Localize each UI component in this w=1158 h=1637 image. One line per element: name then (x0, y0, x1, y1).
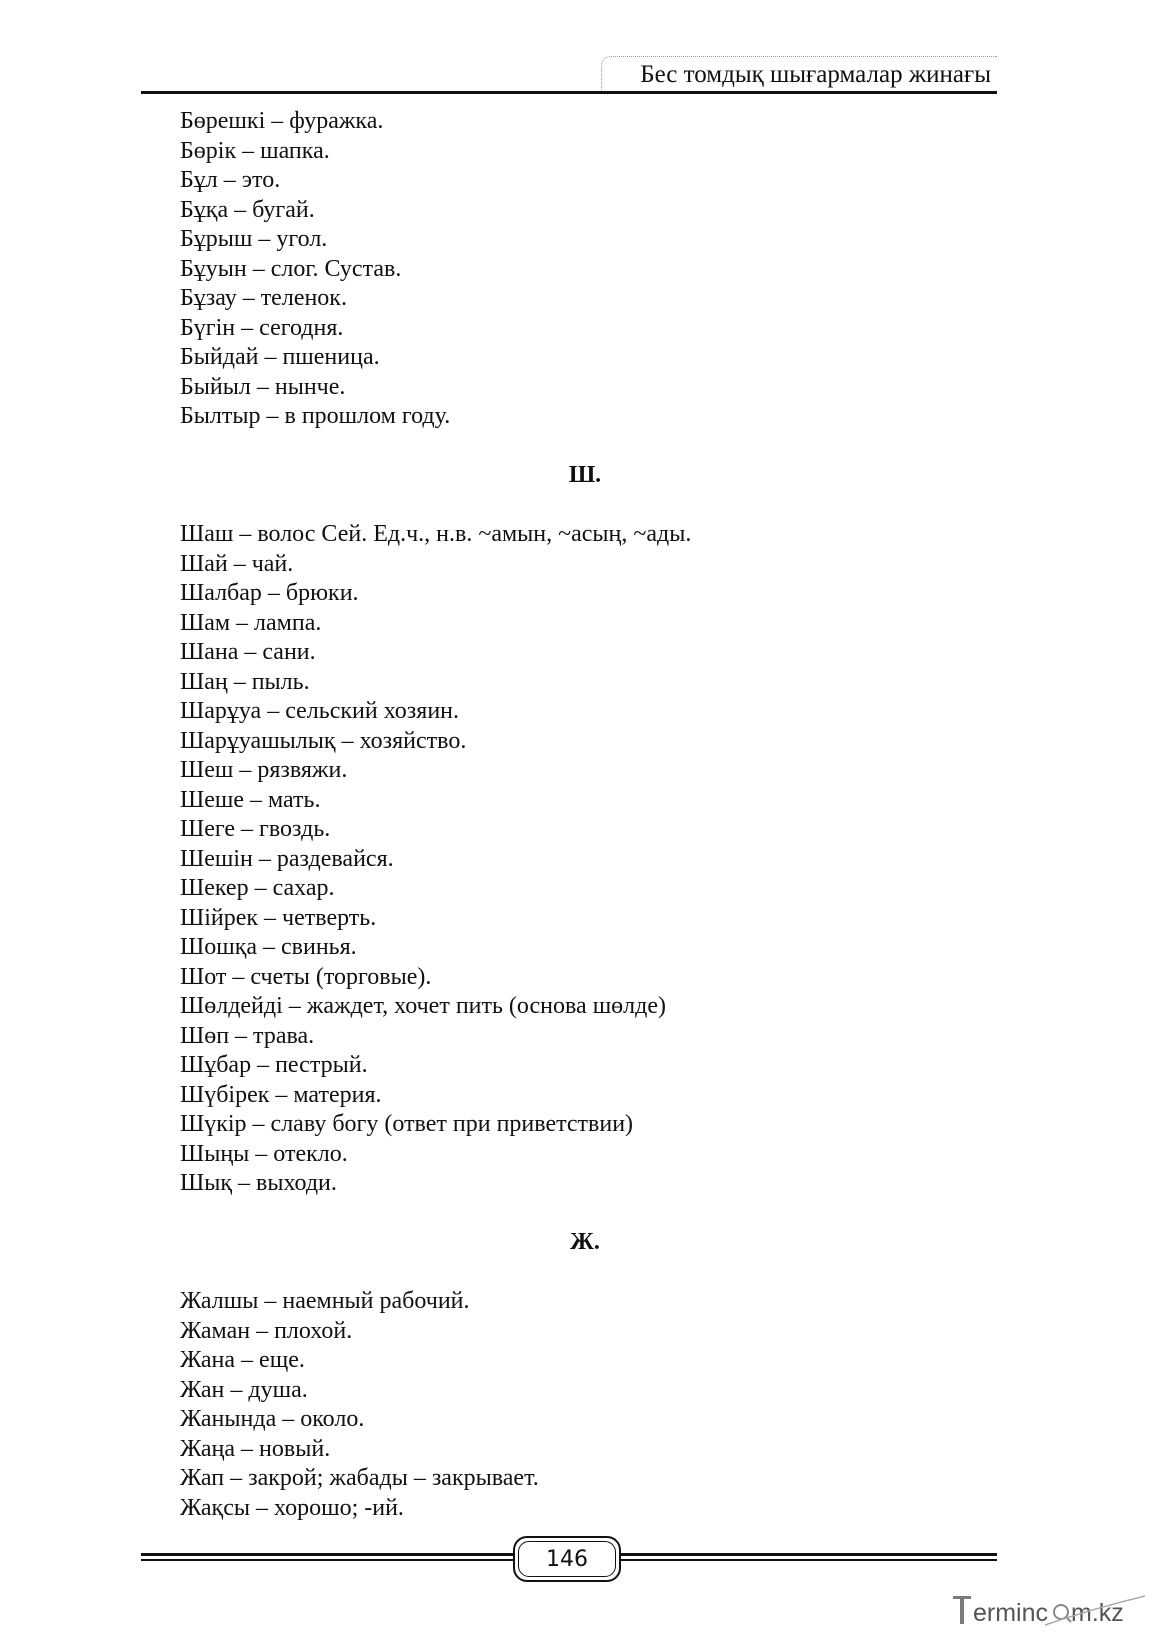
glossary-entry: Бұзау – теленок. (180, 285, 347, 311)
glossary-entry: Бүгін – сегодня. (180, 314, 344, 341)
glossary-entry: Шаш – волос Сей. Ед.ч., н.в. ~амын, ~асың, ~ады. (180, 521, 692, 547)
glossary-entry: Шөлдейді – жаждет, хочет пить (основа шөлде) (180, 993, 666, 1019)
glossary-entry: Жап – закрой; жабады – закрывает. (180, 1465, 539, 1491)
page-number: 146 (546, 1546, 588, 1572)
glossary-entry: Жана – еще. (180, 1347, 305, 1373)
glossary-entry: Шана – сани. (180, 639, 316, 665)
section-heading: Ш. (568, 461, 602, 488)
glossary-entry: Жан – душа. (180, 1376, 308, 1403)
glossary-entry: Бөрік – шапка. (180, 137, 330, 164)
glossary-entry: Шарұуашылық – хозяйство. (180, 727, 467, 754)
glossary-content (180, 107, 980, 1523)
glossary-entry: Бөрешкі – фуражка. (180, 108, 384, 134)
section-heading: Ж. (570, 1228, 600, 1255)
glossary-entry: Шекер – сахар. (180, 875, 335, 901)
glossary-entry: Шалбар – брюки. (180, 580, 359, 606)
page-number-box (513, 1536, 621, 1582)
glossary-entry: Шійрек – четверть. (180, 904, 377, 931)
glossary-entry: Шешін – раздевайся. (180, 845, 394, 872)
glossary-entry: Жалшы – наемный рабочий. (180, 1288, 470, 1314)
watermark-icon (945, 1590, 1150, 1632)
glossary-entry: Шүбірек – материя. (180, 1081, 382, 1108)
svg-text:m.kz: m.kz (1071, 1599, 1124, 1627)
glossary-entry: Бұл – это. (180, 167, 281, 193)
glossary-entry: Бұуын – слог. Сустав. (180, 255, 402, 282)
glossary-entry: Жаман – плохой. (180, 1317, 353, 1344)
glossary-entry: Шұбар – пестрый. (180, 1052, 368, 1078)
glossary-entry: Жанында – около. (180, 1406, 365, 1432)
glossary-entry: Шот – счеты (торговые). (180, 963, 432, 990)
glossary-entry: Бұрыш – угол. (180, 226, 328, 252)
watermark-logo (945, 1590, 1150, 1630)
running-header-title: Бес томдық шығармалар жинағы (640, 61, 991, 88)
glossary-entry: Шыңы – отекло. (180, 1140, 348, 1167)
glossary-entry: Жақсы – хорошо; -ий. (180, 1494, 404, 1521)
glossary-entry: Шеше – мать. (180, 786, 321, 813)
glossary-entry: Шарұуа – сельский хозяин. (180, 698, 460, 724)
glossary-entry: Жаңа – новый. (180, 1435, 331, 1462)
glossary-entry: Быйдай – пшеница. (180, 344, 380, 370)
header-rule (141, 91, 997, 94)
glossary-entry: Шаң – пыль. (180, 668, 310, 695)
glossary-entry: Шам – лампа. (180, 609, 322, 636)
glossary-entry: Шеге – гвоздь. (180, 816, 331, 842)
glossary-entry: Бұқа – бугай. (180, 196, 315, 223)
watermark-text: erminc (973, 1599, 1049, 1627)
glossary-entry: Шошқа – свинья. (180, 934, 357, 960)
glossary-entry: Шық – выходи. (180, 1170, 337, 1196)
glossary-entry: Шай – чай. (180, 550, 294, 577)
glossary-entry: Шүкір – славу богу (ответ при приветствии) (180, 1111, 634, 1137)
glossary-entry: Быйыл – нынче. (180, 373, 346, 400)
glossary-entry: Былтыр – в прошлом году. (180, 403, 451, 429)
glossary-entry: Шеш – рязвяжи. (180, 757, 348, 783)
glossary-entry: Шөп – трава. (180, 1022, 315, 1049)
